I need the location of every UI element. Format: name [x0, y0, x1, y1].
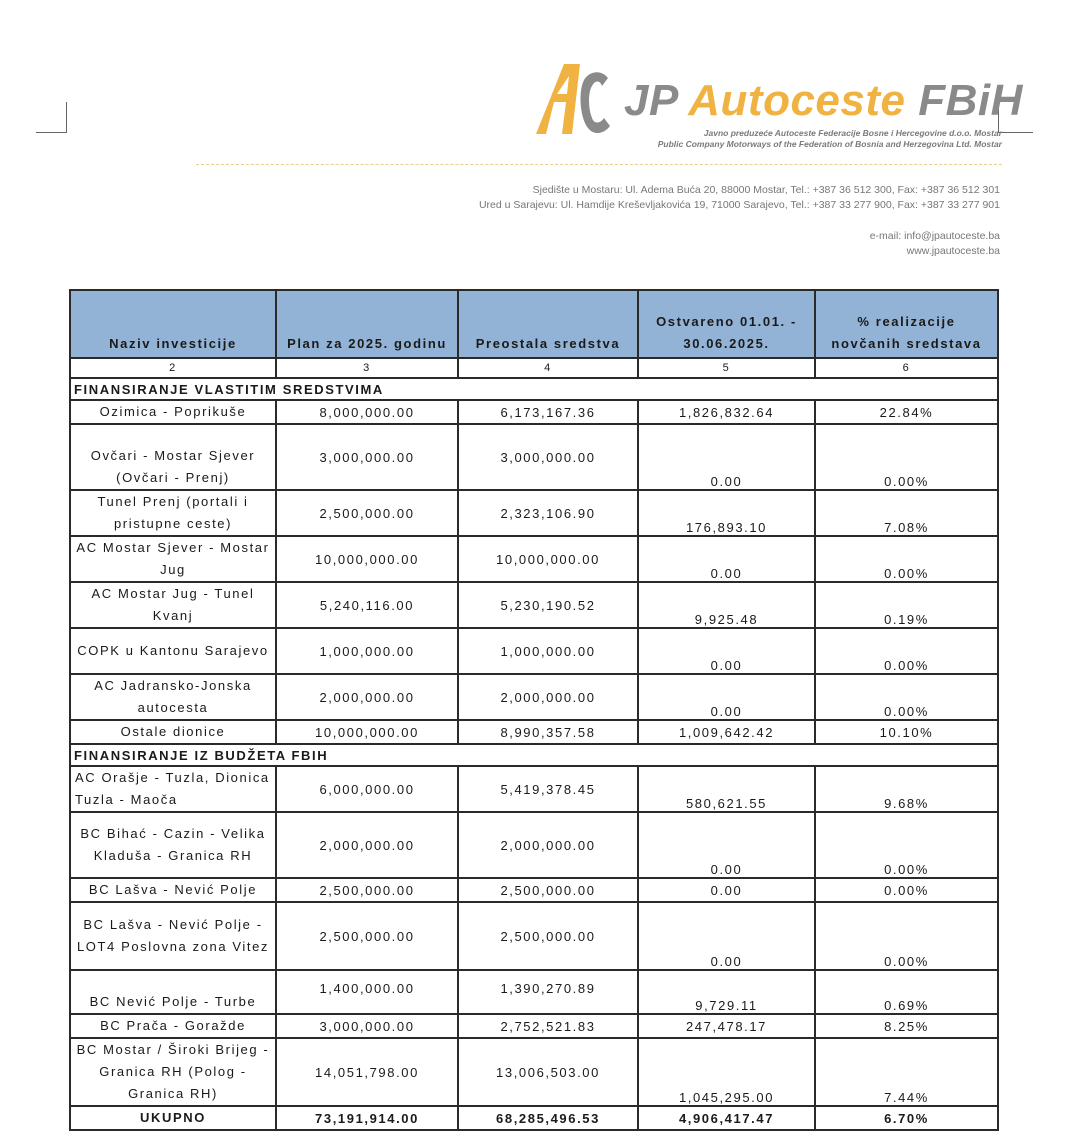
cell-total-realized: 4,906,417.47: [638, 1106, 815, 1130]
column-number: 5: [638, 358, 815, 378]
cell-plan: 10,000,000.00: [276, 720, 458, 744]
cell-percent: 9.68%: [815, 766, 998, 812]
cell-realized: 0.00: [638, 674, 815, 720]
cell-remaining: 2,000,000.00: [458, 674, 638, 720]
table-row: [70, 1014, 998, 1038]
table-row: [70, 536, 998, 582]
cell-percent: 0.00%: [815, 424, 998, 490]
column-number: 4: [458, 358, 638, 378]
ac-logo-icon: [532, 58, 614, 140]
cell-total-label: UKUPNO: [70, 1106, 276, 1130]
cell-remaining: 2,500,000.00: [458, 878, 638, 902]
table-row: [70, 766, 998, 812]
cell-name: BC Nević Polje - Turbe: [70, 970, 276, 1014]
company-name-bs: Javno preduzeće Autoceste Federacije Bosne i Hercegovine d.o.o. Mostar: [703, 128, 1002, 138]
contact-website[interactable]: www.jpautoceste.ba: [906, 245, 1000, 257]
cell-percent: 0.00%: [815, 536, 998, 582]
cell-remaining: 3,000,000.00: [458, 424, 638, 490]
cell-plan: 2,000,000.00: [276, 812, 458, 878]
cell-remaining: 2,000,000.00: [458, 812, 638, 878]
logo-brand: Autoceste: [688, 76, 906, 125]
cell-percent: 7.44%: [815, 1038, 998, 1106]
cell-remaining: 1,390,270.89: [458, 970, 638, 1014]
cell-name: BC Mostar / Široki Brijeg - Granica RH (Polog - Granica RH): [70, 1038, 276, 1106]
cell-remaining: 10,000,000.00: [458, 536, 638, 582]
cell-total-remaining: 68,285,496.53: [458, 1106, 638, 1130]
cell-plan: 3,000,000.00: [276, 1014, 458, 1038]
col-header-percent: % realizacije novčanih sredstava: [815, 290, 998, 358]
cell-percent: 0.69%: [815, 970, 998, 1014]
table-row: [70, 582, 998, 628]
cell-name: AC Mostar Jug - Tunel Kvanj: [70, 582, 276, 628]
company-name-en: Public Company Motorways of the Federation of Bosnia and Herzegovina Ltd. Mostar: [657, 139, 1002, 149]
table-header-row: [70, 290, 998, 358]
cell-percent: 22.84%: [815, 400, 998, 424]
cell-realized: 0.00: [638, 902, 815, 970]
col-header-plan: Plan za 2025. godinu: [276, 290, 458, 358]
cell-realized: 247,478.17: [638, 1014, 815, 1038]
cell-name: BC Prača - Goražde: [70, 1014, 276, 1038]
cell-name: AC Orašje - Tuzla, Dionica Tuzla - Maoča: [70, 766, 276, 812]
cell-realized: 176,893.10: [638, 490, 815, 536]
logo-prefix: JP: [624, 76, 678, 125]
cell-plan: 2,500,000.00: [276, 878, 458, 902]
table-row: [70, 970, 998, 1014]
cell-realized: 0.00: [638, 536, 815, 582]
cell-name: BC Lašva - Nević Polje - LOT4 Poslovna zona Vitez: [70, 902, 276, 970]
section-header-own-funds: [70, 378, 998, 400]
cell-percent: 0.00%: [815, 628, 998, 674]
cell-remaining: 1,000,000.00: [458, 628, 638, 674]
cell-plan: 8,000,000.00: [276, 400, 458, 424]
cell-plan: 10,000,000.00: [276, 536, 458, 582]
column-number: 3: [276, 358, 458, 378]
table-row: [70, 878, 998, 902]
table-row: [70, 812, 998, 878]
table-row: [70, 720, 998, 744]
cell-remaining: 5,230,190.52: [458, 582, 638, 628]
cell-percent: 0.00%: [815, 878, 998, 902]
cell-percent: 0.00%: [815, 902, 998, 970]
column-number-row: [70, 358, 998, 378]
investment-table: [69, 289, 999, 1131]
table-row: [70, 490, 998, 536]
cell-percent: 10.10%: [815, 720, 998, 744]
cell-realized: 1,826,832.64: [638, 400, 815, 424]
cell-percent: 8.25%: [815, 1014, 998, 1038]
cell-percent: 0.19%: [815, 582, 998, 628]
logo-suffix: FBiH: [918, 76, 1023, 125]
cell-plan: 3,000,000.00: [276, 424, 458, 490]
cell-realized: 9,925.48: [638, 582, 815, 628]
cell-percent: 7.08%: [815, 490, 998, 536]
cell-name: Ozimica - Poprikuše: [70, 400, 276, 424]
cell-remaining: 6,173,167.36: [458, 400, 638, 424]
cell-plan: 6,000,000.00: [276, 766, 458, 812]
table-row: [70, 628, 998, 674]
cell-remaining: 2,752,521.83: [458, 1014, 638, 1038]
cell-plan: 1,400,000.00: [276, 970, 458, 1014]
cell-total-plan: 73,191,914.00: [276, 1106, 458, 1130]
contact-email[interactable]: e-mail: info@jpautoceste.ba: [869, 230, 1000, 242]
cell-total-percent: 6.70%: [815, 1106, 998, 1130]
cell-remaining: 2,323,106.90: [458, 490, 638, 536]
cell-realized: 9,729.11: [638, 970, 815, 1014]
section-header-budget: [70, 744, 998, 766]
cell-name: COPK u Kantonu Sarajevo: [70, 628, 276, 674]
cell-plan: 5,240,116.00: [276, 582, 458, 628]
cell-remaining: 8,990,357.58: [458, 720, 638, 744]
cell-realized: 0.00: [638, 424, 815, 490]
cell-name: BC Bihać - Cazin - Velika Kladuša - Granica RH: [70, 812, 276, 878]
col-header-remaining: Preostala sredstva: [458, 290, 638, 358]
col-header-realized: Ostvareno 01.01. - 30.06.2025.: [638, 290, 815, 358]
cell-plan: 2,500,000.00: [276, 902, 458, 970]
cell-plan: 1,000,000.00: [276, 628, 458, 674]
cell-percent: 0.00%: [815, 812, 998, 878]
table-row: [70, 902, 998, 970]
cell-name: AC Mostar Sjever - Mostar Jug: [70, 536, 276, 582]
cell-plan: 14,051,798.00: [276, 1038, 458, 1106]
cell-realized: 1,009,642.42: [638, 720, 815, 744]
cell-name: BC Lašva - Nević Polje: [70, 878, 276, 902]
cell-name: AC Jadransko-Jonska autocesta: [70, 674, 276, 720]
cell-realized: 580,621.55: [638, 766, 815, 812]
cell-plan: 2,500,000.00: [276, 490, 458, 536]
cell-name: Ostale dionice: [70, 720, 276, 744]
table-row: [70, 674, 998, 720]
column-number: 6: [815, 358, 998, 378]
section-title: FINANSIRANJE VLASTITIM SREDSTVIMA: [70, 378, 998, 400]
cell-name: Tunel Prenj (portali i pristupne ceste): [70, 490, 276, 536]
crop-mark-left: [36, 102, 67, 133]
cell-remaining: 2,500,000.00: [458, 902, 638, 970]
cell-realized: 0.00: [638, 878, 815, 902]
table-row: [70, 400, 998, 424]
section-title: FINANSIRANJE IZ BUDŽETA FBIH: [70, 744, 998, 766]
company-logo: [532, 58, 1023, 149]
logo-title: [624, 76, 1023, 126]
cell-name: Ovčari - Mostar Sjever (Ovčari - Prenj): [70, 424, 276, 490]
address-mostar: Sjedište u Mostaru: Ul. Adema Buća 20, 88000 Mostar, Tel.: +387 36 512 300, Fax: +387 36 512 301: [532, 184, 1000, 196]
total-row: [70, 1106, 998, 1130]
column-number: 2: [70, 358, 276, 378]
table-row: [70, 1038, 998, 1106]
cell-remaining: 13,006,503.00: [458, 1038, 638, 1106]
cell-realized: 0.00: [638, 812, 815, 878]
cell-realized: 1,045,295.00: [638, 1038, 815, 1106]
address-sarajevo: Ured u Sarajevu: Ul. Hamdije Kreševljakovića 19, 71000 Sarajevo, Tel.: +387 33 277 900, Fax: +387 33 277 901: [478, 199, 1000, 211]
table-row: [70, 424, 998, 490]
col-header-name: Naziv investicije: [70, 290, 276, 358]
cell-plan: 2,000,000.00: [276, 674, 458, 720]
header-divider: [196, 164, 1002, 165]
cell-realized: 0.00: [638, 628, 815, 674]
cell-percent: 0.00%: [815, 674, 998, 720]
cell-remaining: 5,419,378.45: [458, 766, 638, 812]
